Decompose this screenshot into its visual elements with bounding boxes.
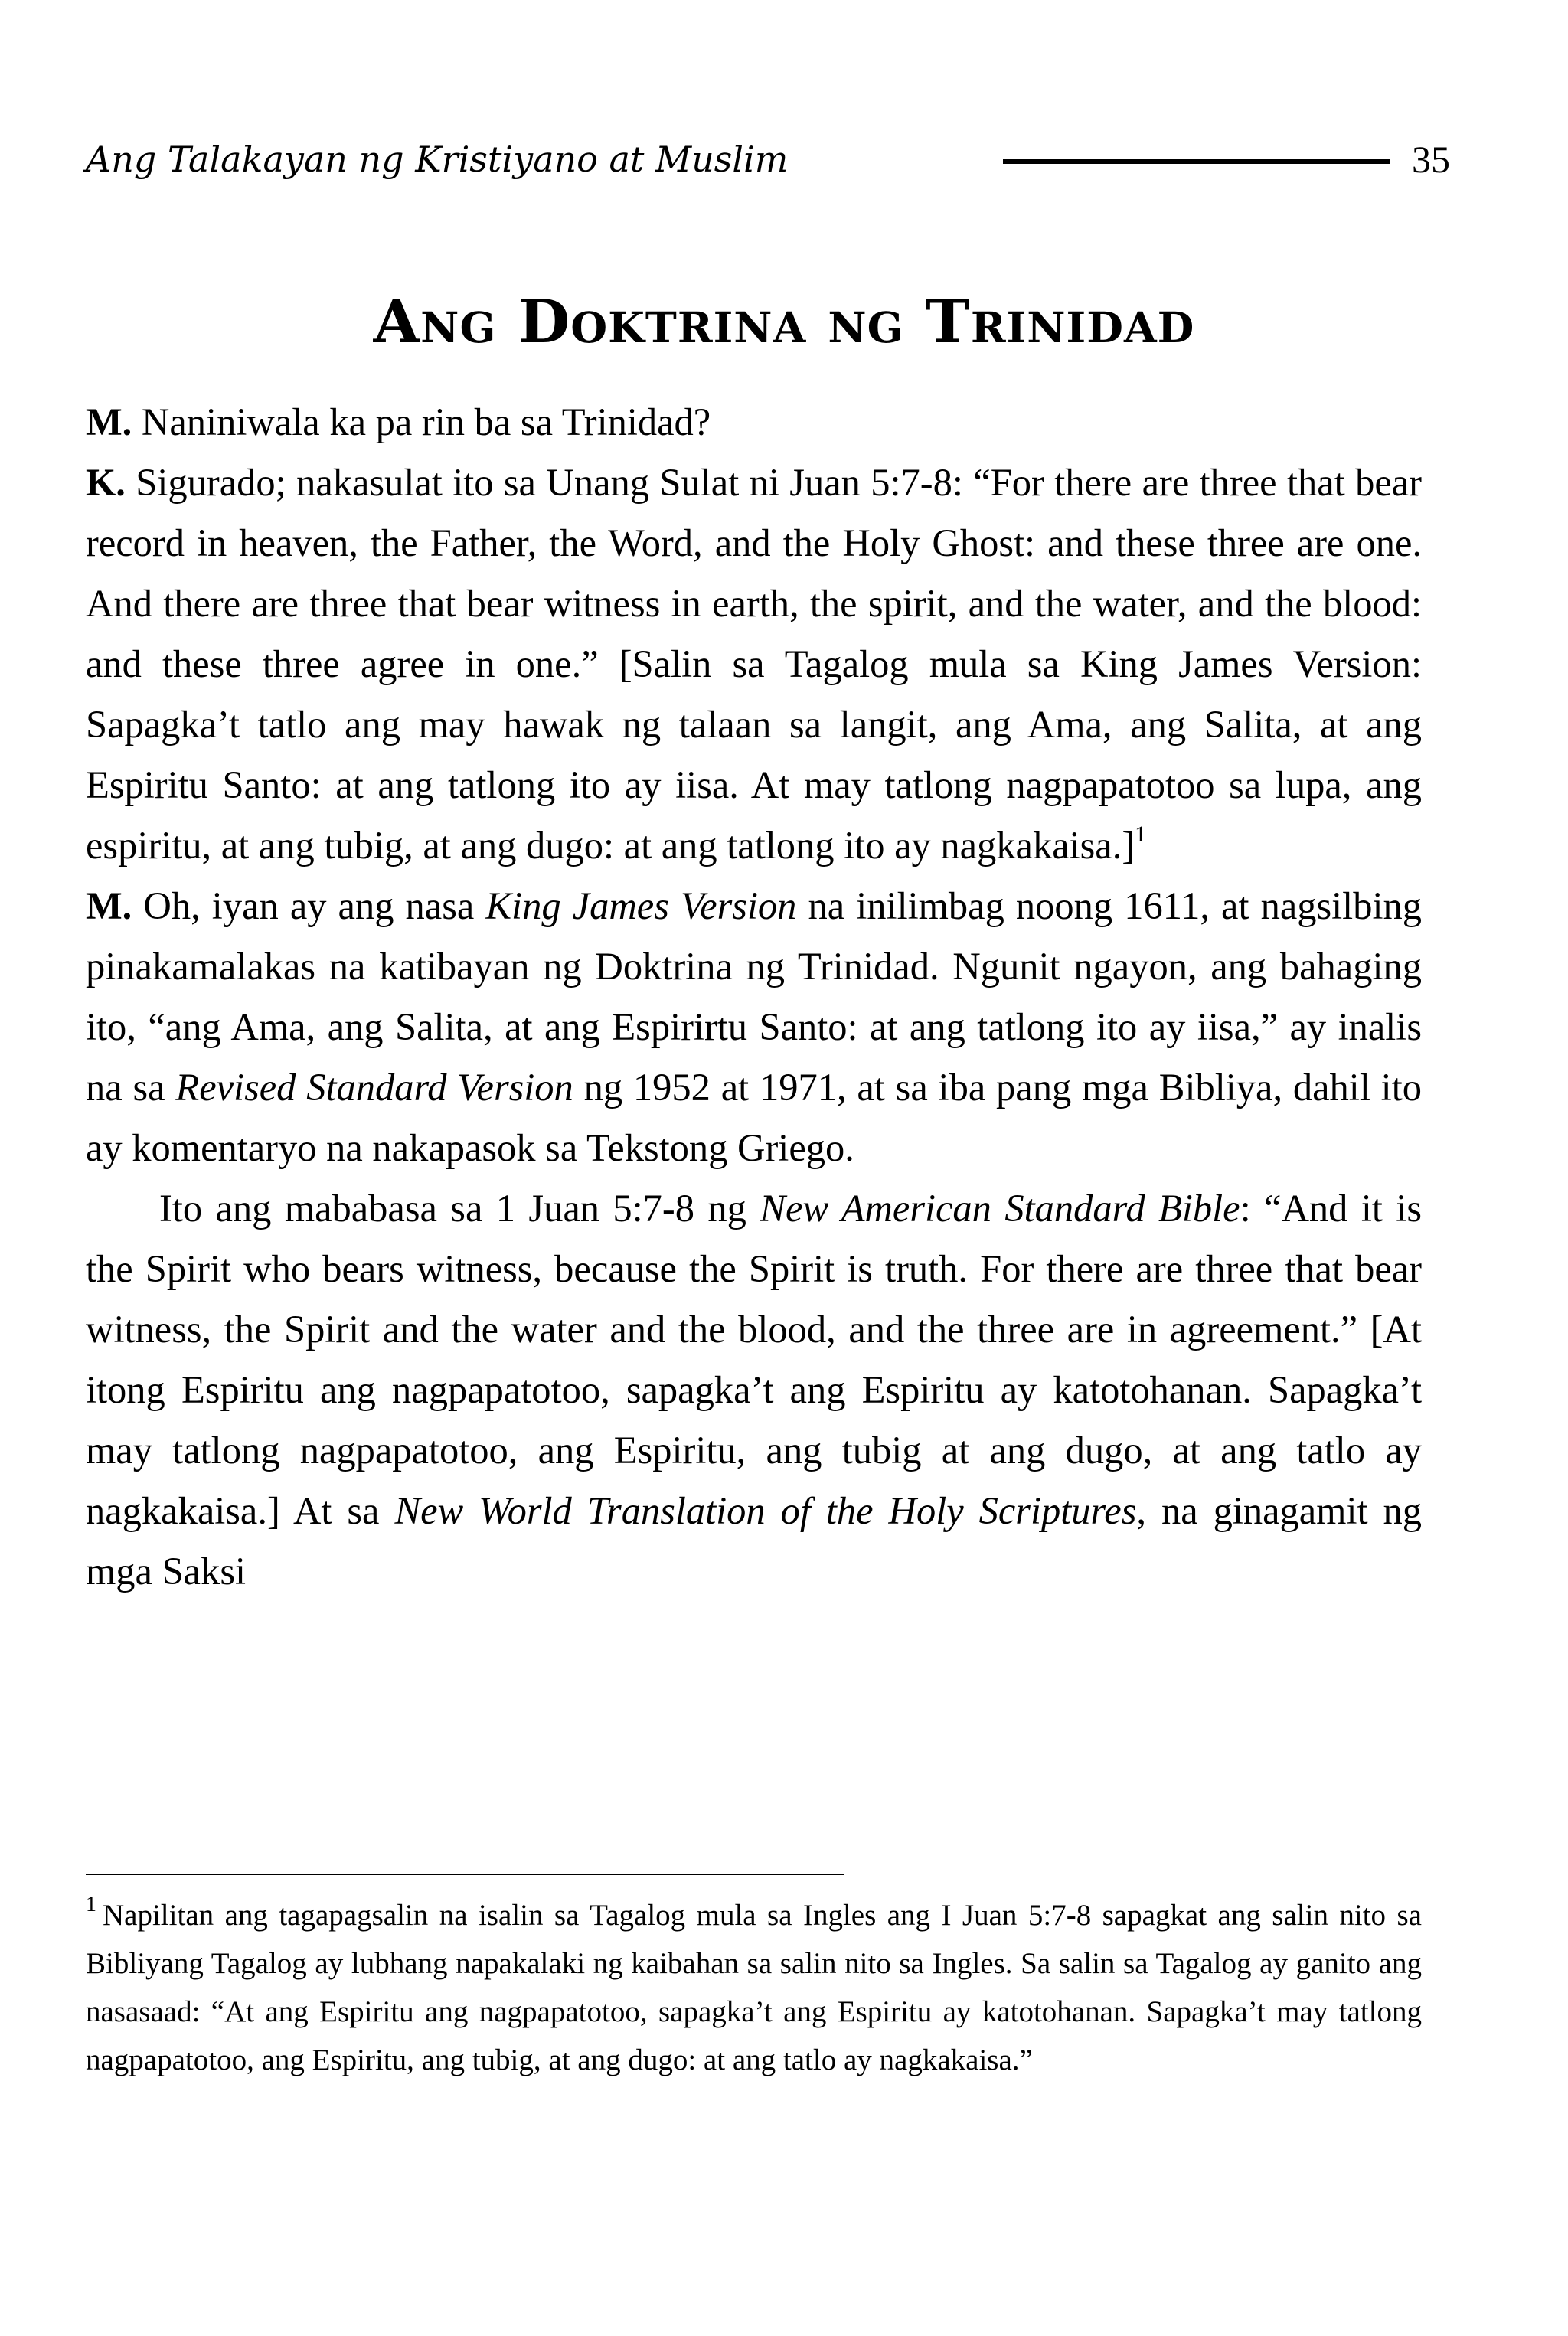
speaker-label: M. <box>86 884 132 927</box>
page-number: 35 <box>1412 138 1450 181</box>
bible-version-title: Revised Standard Version <box>175 1066 573 1109</box>
footnote-text: Napilitan ang tagapagsalin na isalin sa Tagalog mula sa Ingles ang I Juan 5:7-8 sapagkat ang salin nito sa Bibliyang Tagalog ay lubhang napakalaki ng kaibahan sa salin nito sa Ingles. Sa salin sa Tagalog ay ganito ang nasasaad: “At ang Espiritu ang nagpapatotoo, sapagka’t ang Espiritu ay katotohanan. Sapagka’t may tatlong nagpapatotoo, ang Espiritu, ang tubig, at ang dugo: at ang tatlo ay nagkakaisa.” <box>86 1899 1422 2076</box>
chapter-title: Ang Doktrina ng Trinidad <box>373 287 1195 357</box>
footnote-rule <box>86 1874 844 1875</box>
paragraph-text: : “And it is the Spirit who bears witness, because the Spirit is truth. For there are three that bear witness, the Spirit and the water and the blood, and the three are in agreement.” [At itong Espiritu ang nagpapatotoo, sapagka’t ang Espiritu ay katotohanan. Sapagka’t may tatlong nagpapatotoo, ang Espiritu, ang tubig at ang dugo, at ang tatlo ay nagkakaisa.] At sa <box>86 1187 1422 1532</box>
paragraph-text: , na ginagamit ng mga Saksi <box>86 1489 1422 1593</box>
bible-version-title: New World Translation of the Holy Scriptures <box>394 1489 1137 1532</box>
dialogue-paragraph <box>86 876 1422 1178</box>
running-title: Ang Talakayan ng Kristiyano at Muslim <box>86 139 789 180</box>
footnote-marker: 1 <box>86 1893 96 1916</box>
paragraph-text: na inilimbag noong 1611, at nagsilbing pinakamalakas na katibayan ng Doktrina ng Trinidad. Ngunit ngayon, ang bahaging ito, “ang Ama, ang Salita, at ang Espirirtu Santo: at ang tatlong ito ay iisa,” ay inalis na sa <box>86 884 1422 1109</box>
speaker-label: M. <box>86 400 132 443</box>
paragraph-text: ng 1952 at 1971, at sa iba pang mga Bibliya, dahil ito ay komentaryo na nakapasok sa Tekstong Griego. <box>86 1066 1422 1169</box>
indented-paragraph <box>86 1178 1422 1602</box>
footnote-reference: 1 <box>1135 822 1147 847</box>
paragraph-text: Ito ang mababasa sa 1 Juan 5:7-8 ng <box>159 1187 760 1230</box>
footnote <box>86 1891 1422 2084</box>
body-text <box>86 392 1422 1602</box>
running-header <box>86 129 1450 190</box>
dialogue-paragraph <box>86 452 1422 876</box>
paragraph-text: Sigurado; nakasulat ito sa Unang Sulat ni Juan 5:7-8: “For there are three that bear record in heaven, the Father, the Word, and the Holy Ghost: and these three are one. And there are three that bear witness in earth, the spirit, and the water, and the blood: and these three agree in one.” [Salin sa Tagalog mula sa King James Version: Sapagka’t tatlo ang may hawak ng talaan sa langit, ang Ama, ang Salita, at ang Espiritu Santo: at ang tatlong ito ay iisa. At may tatlong nagpapatotoo sa lupa, ang espiritu, at ang tubig, at ang dugo: at ang tatlong ito ay nagkakaisa.] <box>86 461 1422 867</box>
paragraph-text: Naniniwala ka pa rin ba sa Trinidad? <box>132 400 711 443</box>
header-rule <box>1003 159 1390 164</box>
bible-version-title: King James Version <box>485 884 797 927</box>
dialogue-paragraph <box>86 392 1422 452</box>
bible-version-title: New American Standard Bible <box>760 1187 1240 1230</box>
speaker-label: K. <box>86 461 126 504</box>
paragraph-text: Oh, iyan ay ang nasa <box>132 884 486 927</box>
